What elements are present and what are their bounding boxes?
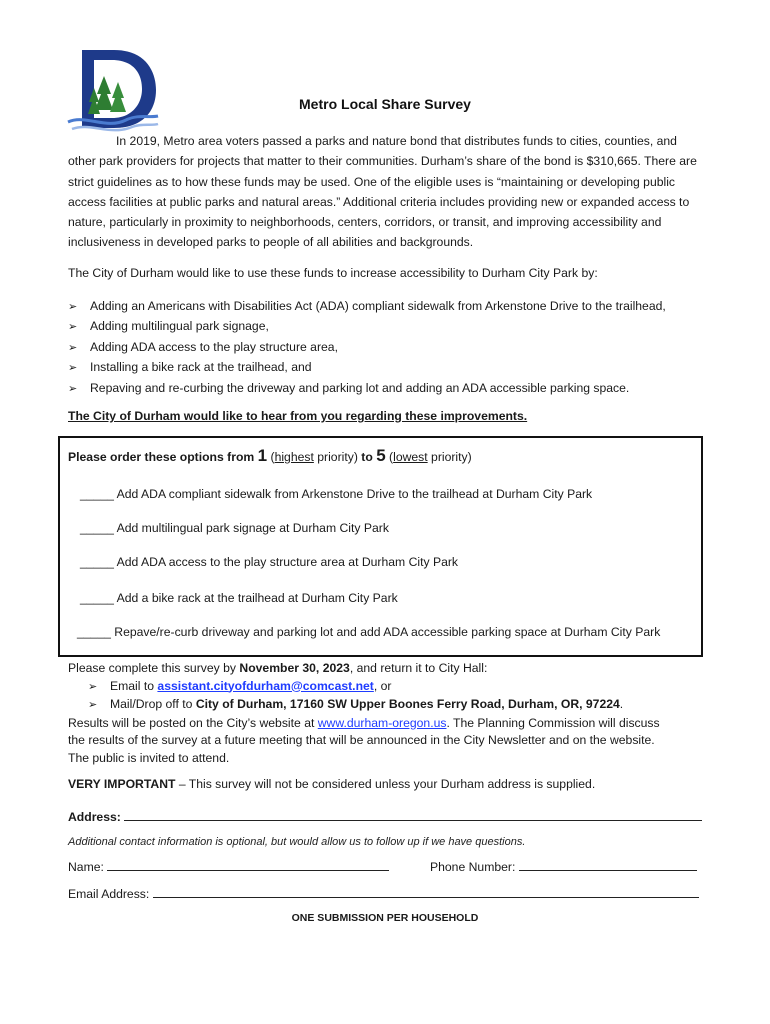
list-item: ➢ Repaving and re-curbing the driveway and parking lot and adding an ADA accessible parking space. [68, 378, 718, 398]
arrow-bullet-icon: ➢ [68, 362, 78, 375]
arrow-bullet-icon: ➢ [88, 680, 98, 693]
ranking-option[interactable]: _____ Add ADA compliant sidewalk from Arkenstone Drive to the trailhead at Durham City Park [80, 487, 593, 501]
arrow-bullet-icon: ➢ [68, 301, 78, 313]
address-field[interactable] [68, 808, 700, 824]
list-item: ➢ Adding an Americans with Disabilities Act (ADA) compliant sidewalk from Arkenstone Drive to the trailhead, [68, 296, 718, 316]
ranking-instructions: Please order these options from 1 (highest priority) to 5 (lowest priority) [68, 446, 472, 465]
rank-blank[interactable]: _____ [77, 625, 111, 639]
arrow-bullet-icon: ➢ [68, 382, 78, 395]
city-logo [66, 48, 160, 134]
arrow-bullet-icon: ➢ [88, 699, 98, 711]
phone-input-line[interactable] [519, 858, 697, 871]
arrow-bullet-icon: ➢ [68, 321, 78, 334]
intro-paragraph: In 2019, Metro area voters passed a parks and nature bond that distributes funds to cities, counties, and other park providers for projects that matter to their communities. Durham’s share of the bond is $310,665. There are strict guidelines as to how these funds may be used. One of the eligible uses is “maintaining or developing public access facilities at public parks and natural areas.” Additional criteria includes providing new or expanded access to nature, particularly in proximity to neighborhoods, centers, corridors, or transit, and improving accessibility and inclusiveness in developed parks to people of all abilities and backgrounds. [68, 134, 697, 250]
ranking-option[interactable]: _____ Add a bike rack at the trailhead at Durham City Park [80, 591, 398, 605]
purpose-paragraph: The City of Durham would like to use these funds to increase accessibility to Durham City Park by: [68, 266, 598, 280]
deadline-date: November 30, 2023 [239, 661, 350, 675]
list-item: ➢ Adding multilingual park signage, [68, 316, 718, 336]
hear-from-you-heading: The City of Durham would like to hear from you regarding these improvements. [68, 409, 528, 423]
list-item: ➢ Adding ADA access to the play structure area, [68, 337, 718, 357]
improvements-list [68, 296, 718, 398]
ranking-box [58, 436, 703, 657]
rank-blank[interactable]: _____ [80, 591, 114, 605]
name-input-line[interactable] [107, 858, 389, 871]
arrow-bullet-icon: ➢ [68, 341, 78, 354]
rank-blank[interactable]: _____ [80, 487, 114, 501]
email-label: Email Address: [68, 887, 150, 901]
survey-title: Metro Local Share Survey [299, 96, 471, 112]
phone-field[interactable] [430, 858, 697, 874]
mailing-address: City of Durham, 17160 SW Upper Boones Ferry Road, Durham, OR, 97224 [195, 697, 620, 711]
ranking-option[interactable]: _____ Add ADA access to the play structure area at Durham City Park [80, 555, 459, 569]
rank-blank[interactable]: _____ [80, 555, 114, 569]
one-submission-note: ONE SUBMISSION PER HOUSEHOLD [291, 912, 479, 924]
email-link[interactable]: assistant.cityofdurham@comcast.net [157, 678, 374, 693]
email-field[interactable] [68, 885, 699, 901]
address-label: Address: [68, 810, 121, 824]
important-notice: VERY IMPORTANT – This survey will not be considered unless your Durham address is supplied. [68, 777, 596, 791]
optional-note: Additional contact information is optional, but would allow us to follow up if we have questions. [68, 836, 526, 848]
rank-blank[interactable]: _____ [80, 521, 114, 535]
website-link[interactable]: www.durham-oregon.us [317, 715, 447, 730]
list-item: ➢ Installing a bike rack at the trailhead, and [68, 357, 718, 377]
return-instructions: Please complete this survey by November 30, 2023, and return it to City Hall: ➢ Email to assistant.cityofdurham@comcast.net, or ➢ Mail/Drop off to City of Durham, 17160 SW Upper Boones Ferry Road, Durham, OR, 97224. Results will be posted on the City’s website at www.durham-oregon.us. The Planning Commission will discuss the results of the survey at a future meeting that will be announced in the City Newsletter and on the website. The public is invited to attend. [68, 661, 660, 765]
email-input-line[interactable] [153, 885, 699, 898]
phone-label: Phone Number: [430, 860, 516, 874]
ranking-option[interactable]: _____ Repave/re-curb driveway and parking lot and add ADA accessible parking space at Durham City Park [77, 625, 661, 639]
name-label: Name: [68, 860, 104, 874]
address-input-line[interactable] [124, 808, 702, 821]
ranking-option[interactable]: _____ Add multilingual park signage at Durham City Park [80, 521, 389, 535]
